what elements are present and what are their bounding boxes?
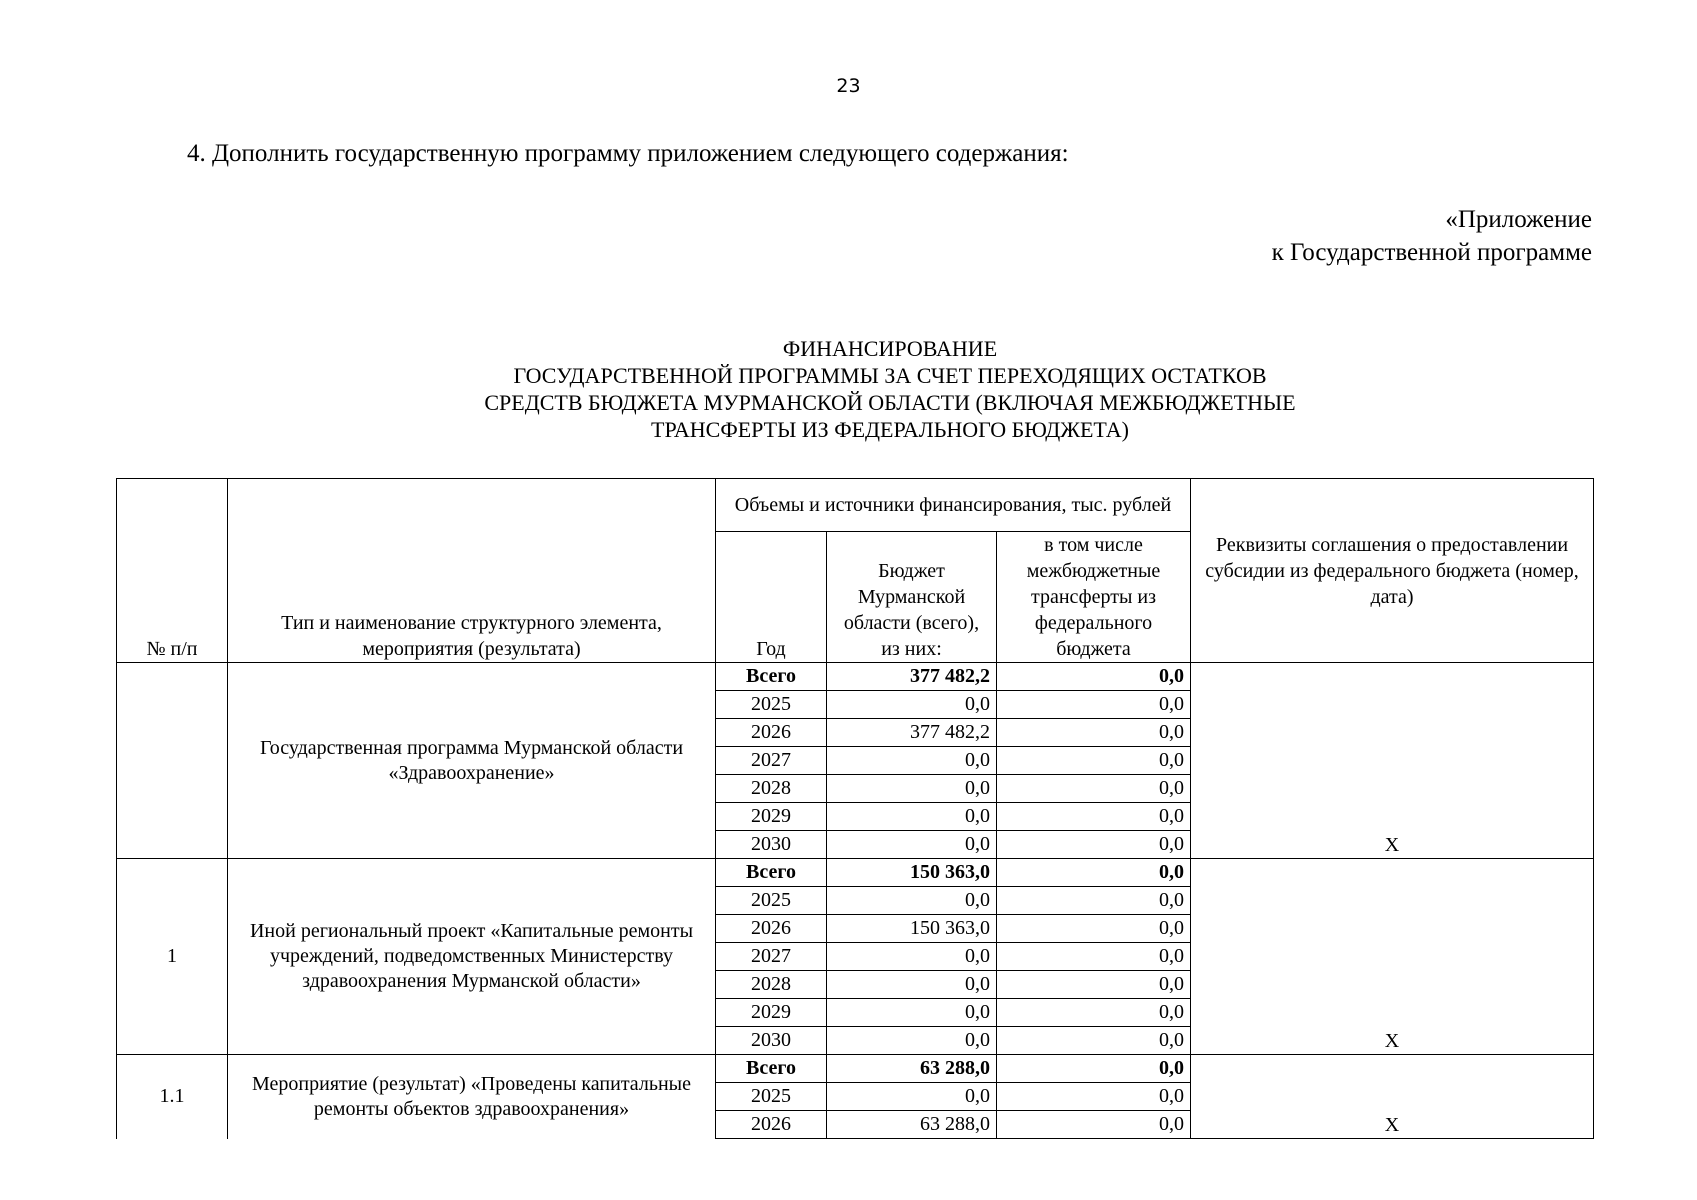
cell-regional: 0,0	[827, 831, 997, 859]
cell-federal: 0,0	[997, 1027, 1191, 1055]
cell-federal: 0,0	[997, 999, 1191, 1027]
cell-regional: 0,0	[827, 1083, 997, 1111]
cell-federal: 0,0	[997, 887, 1191, 915]
intro-paragraph: 4. Дополнить государственную программу приложением следующего содержания:	[187, 140, 1069, 167]
cell-regional: 0,0	[827, 803, 997, 831]
appendix-line-2: к Государственной программе	[1271, 239, 1592, 266]
heading-line-1: ФИНАНСИРОВАНИЕ	[782, 336, 998, 361]
cell-year: 2029	[716, 803, 827, 831]
cell-federal: 0,0	[997, 663, 1191, 691]
table-row	[117, 859, 1594, 887]
cell-year: 2028	[716, 971, 827, 999]
cell-federal: 0,0	[997, 691, 1191, 719]
document-heading	[400, 335, 1380, 443]
section-requisites: Х	[1191, 663, 1594, 859]
header-year: Год	[716, 532, 827, 663]
header-regional: Бюджет Мурманской области (всего), из них:	[827, 532, 997, 663]
cell-regional: 377 482,2	[827, 719, 997, 747]
header-name: Тип и наименование структурного элемента, мероприятия (результата)	[228, 479, 716, 663]
header-federal: в том числе межбюджетные трансферты из федерального бюджета	[997, 532, 1191, 663]
cell-regional: 0,0	[827, 691, 997, 719]
page-number: 23	[836, 75, 861, 97]
cell-regional: 0,0	[827, 775, 997, 803]
heading-line-2: ГОСУДАРСТВЕННОЙ ПРОГРАММЫ ЗА СЧЕТ ПЕРЕХОДЯЩИХ ОСТАТКОВ	[513, 363, 1267, 388]
header-num: № п/п	[117, 479, 228, 663]
cell-regional: 150 363,0	[827, 859, 997, 887]
cell-year: 2027	[716, 943, 827, 971]
table-row	[117, 663, 1594, 691]
section-num: 1.1	[117, 1055, 228, 1139]
cell-year: 2030	[716, 1027, 827, 1055]
cell-regional: 63 288,0	[827, 1111, 997, 1139]
cell-year: 2026	[716, 915, 827, 943]
section-name: Мероприятие (результат) «Проведены капитальные ремонты объектов здравоохранения»	[228, 1055, 716, 1139]
cell-federal: 0,0	[997, 859, 1191, 887]
cell-federal: 0,0	[997, 1083, 1191, 1111]
cell-regional: 0,0	[827, 971, 997, 999]
cell-regional: 377 482,2	[827, 663, 997, 691]
section-name: Иной региональный проект «Капитальные ремонты учреждений, подведомственных Министерству здравоохранения Мурманской области»	[228, 859, 716, 1055]
cell-regional: 0,0	[827, 747, 997, 775]
cell-federal: 0,0	[997, 747, 1191, 775]
cell-year: 2025	[716, 1083, 827, 1111]
section-num: 1	[117, 859, 228, 1055]
cell-regional: 0,0	[827, 1027, 997, 1055]
cell-year: 2028	[716, 775, 827, 803]
section-requisites: Х	[1191, 859, 1594, 1055]
appendix-line-1: «Приложение	[1445, 206, 1592, 233]
cell-federal: 0,0	[997, 831, 1191, 859]
cell-federal: 0,0	[997, 915, 1191, 943]
cell-year: 2027	[716, 747, 827, 775]
cell-year: Всего	[716, 663, 827, 691]
header-requisites: Реквизиты соглашения о предоставлении субсидии из федерального бюджета (номер, дата)	[1191, 479, 1594, 663]
cell-year: 2026	[716, 1111, 827, 1139]
cell-federal: 0,0	[997, 775, 1191, 803]
cell-year: Всего	[716, 859, 827, 887]
cell-federal: 0,0	[997, 971, 1191, 999]
section-num	[117, 663, 228, 859]
financing-table	[116, 478, 1594, 1139]
cell-federal: 0,0	[997, 1055, 1191, 1083]
cell-federal: 0,0	[997, 1111, 1191, 1139]
cell-federal: 0,0	[997, 719, 1191, 747]
header-volumes: Объемы и источники финансирования, тыс. рублей	[716, 479, 1191, 532]
cell-regional: 0,0	[827, 943, 997, 971]
section-name: Государственная программа Мурманской области «Здравоохранение»	[228, 663, 716, 859]
cell-year: Всего	[716, 1055, 827, 1083]
cell-year: 2030	[716, 831, 827, 859]
cell-year: 2026	[716, 719, 827, 747]
cell-year: 2029	[716, 999, 827, 1027]
heading-line-3: СРЕДСТВ БЮДЖЕТА МУРМАНСКОЙ ОБЛАСТИ (ВКЛЮЧАЯ МЕЖБЮДЖЕТНЫЕ	[484, 390, 1296, 415]
cell-year: 2025	[716, 887, 827, 915]
cell-year: 2025	[716, 691, 827, 719]
heading-line-4: ТРАНСФЕРТЫ ИЗ ФЕДЕРАЛЬНОГО БЮДЖЕТА)	[651, 417, 1129, 442]
cell-regional: 0,0	[827, 999, 997, 1027]
cell-regional: 0,0	[827, 887, 997, 915]
cell-regional: 63 288,0	[827, 1055, 997, 1083]
cell-federal: 0,0	[997, 803, 1191, 831]
table-row	[117, 1055, 1594, 1083]
appendix-label	[1272, 203, 1592, 269]
section-requisites: Х	[1191, 1055, 1594, 1139]
cell-federal: 0,0	[997, 943, 1191, 971]
cell-regional: 150 363,0	[827, 915, 997, 943]
